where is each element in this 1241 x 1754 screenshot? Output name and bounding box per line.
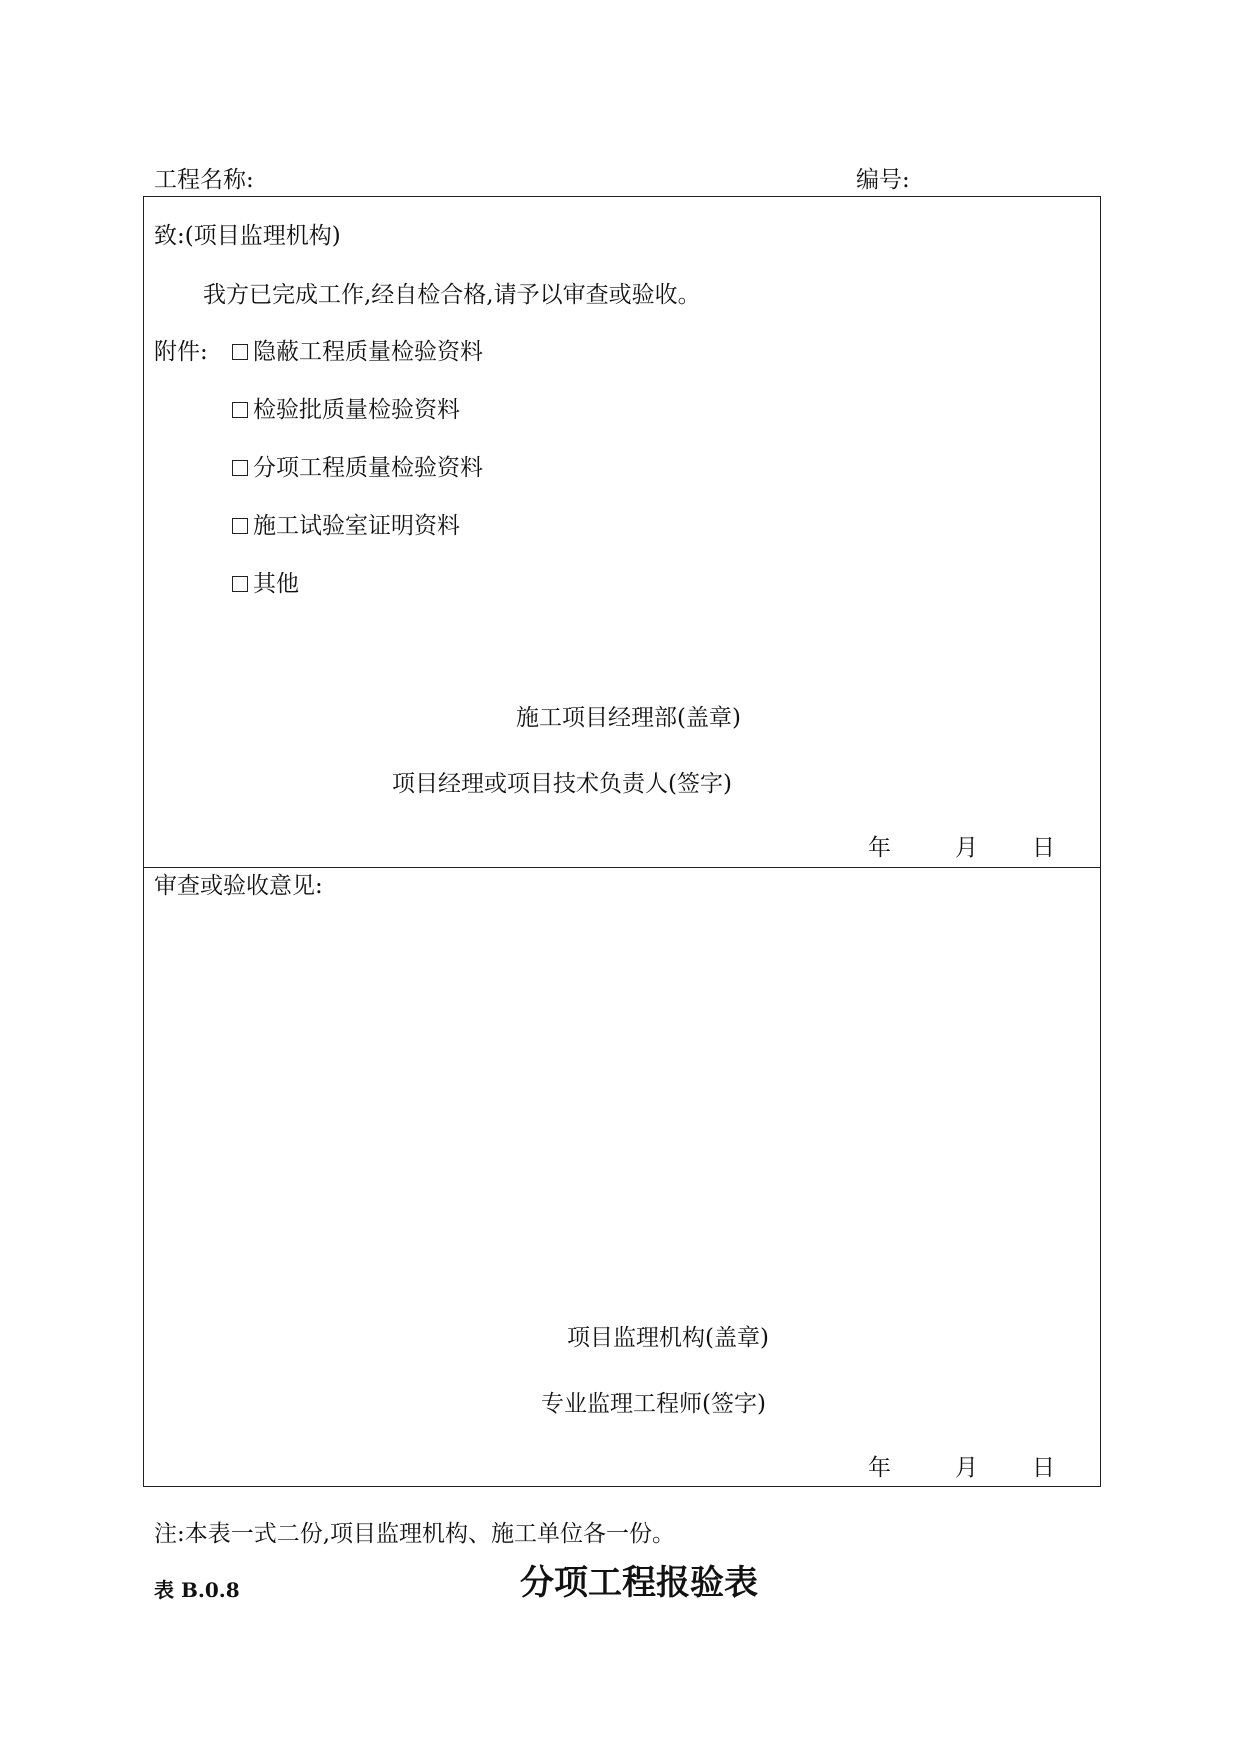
attachment-item[interactable] (232, 338, 483, 366)
date-month: 月 (955, 835, 978, 861)
date-day: 日 (1032, 1455, 1055, 1481)
form-title: 分项工程报验表 (520, 1563, 758, 1603)
supervisor-signature-label: 专业监理工程师(签字) (541, 1391, 766, 1417)
attachment-item-label: 分项工程质量检验资料 (253, 455, 483, 481)
attachment-item-label: 检验批质量检验资料 (253, 397, 460, 423)
serial-no-label: 编号: (856, 167, 910, 193)
contractor-signature-label: 项目经理或项目技术负责人(签字) (392, 771, 732, 797)
date-month: 月 (955, 1455, 978, 1481)
addressee: 致:(项目监理机构) (154, 223, 341, 249)
attachment-item[interactable] (232, 570, 299, 598)
attachment-item-label: 施工试验室证明资料 (253, 513, 460, 539)
checkbox[interactable] (232, 344, 248, 360)
attachments-label: 附件: (154, 339, 208, 365)
attachment-item[interactable] (232, 396, 460, 424)
checkbox[interactable] (232, 576, 248, 592)
date-year: 年 (868, 835, 891, 861)
footnote: 注:本表一式二份,项目监理机构、施工单位各一份。 (154, 1521, 676, 1547)
form-code: 表 B.0.8 (154, 1578, 240, 1602)
section-divider (143, 867, 1101, 868)
project-name-label: 工程名称: (154, 167, 254, 193)
checkbox[interactable] (232, 518, 248, 534)
attachment-item[interactable] (232, 454, 483, 482)
statement: 我方已完成工作,经自检合格,请予以审查或验收。 (203, 282, 701, 308)
supervisor-stamp-label: 项目监理机构(盖章) (567, 1325, 769, 1351)
checkbox[interactable] (232, 460, 248, 476)
contractor-stamp-label: 施工项目经理部(盖章) (516, 705, 741, 731)
attachment-item[interactable] (232, 512, 460, 540)
date-year: 年 (868, 1455, 891, 1481)
review-opinion-label: 审查或验收意见: (154, 873, 323, 899)
attachment-item-label: 隐蔽工程质量检验资料 (253, 339, 483, 365)
date-day: 日 (1032, 835, 1055, 861)
attachment-item-label: 其他 (253, 571, 299, 597)
checkbox[interactable] (232, 402, 248, 418)
